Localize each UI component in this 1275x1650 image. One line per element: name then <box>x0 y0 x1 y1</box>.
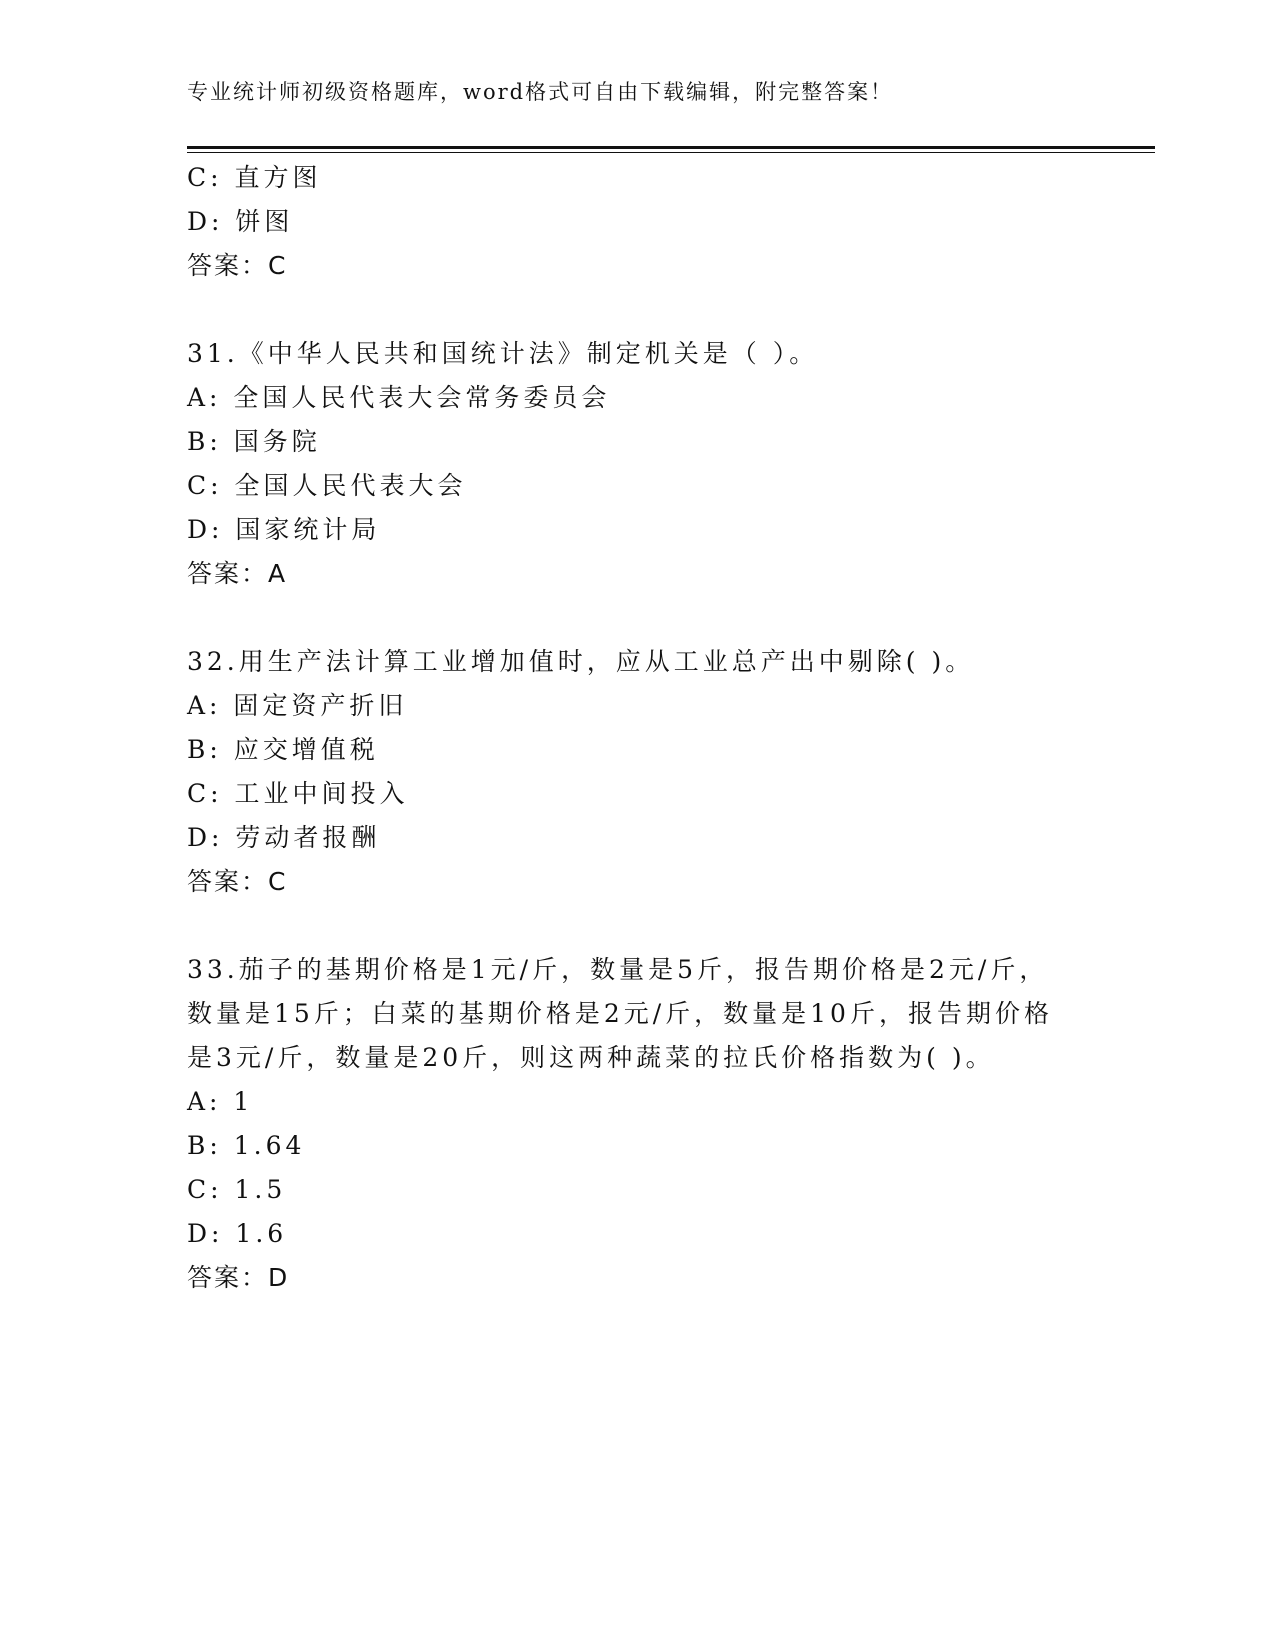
question-32-option-b: B: 应交增值税 <box>187 735 379 764</box>
header-rule-thin <box>187 152 1155 153</box>
option-c: C: 直方图 <box>187 163 322 192</box>
question-31-answer: 答案：A <box>187 559 288 588</box>
question-32-option-d: D: 劳动者报酬 <box>187 823 381 852</box>
question-33-stem-line-2: 数量是15斤；白菜的基期价格是2元/斤，数量是10斤，报告期价格 <box>187 999 1053 1028</box>
option-d: D: 饼图 <box>187 207 294 236</box>
question-33-stem-line-1: 33.茄子的基期价格是1元/斤，数量是5斤，报告期价格是2元/斤， <box>187 955 1049 984</box>
question-33-option-a: A: 1 <box>187 1087 254 1116</box>
question-31-option-c: C: 全国人民代表大会 <box>187 471 467 500</box>
question-31-stem: 31.《中华人民共和国统计法》制定机关是（ ）。 <box>187 339 819 368</box>
question-33-stem-line-3: 是3元/斤，数量是20斤，则这两种蔬菜的拉氏价格指数为( )。 <box>187 1043 995 1072</box>
question-32-answer: 答案：C <box>187 867 288 896</box>
question-32-option-c: C: 工业中间投入 <box>187 779 409 808</box>
question-31-option-a: A: 全国人民代表大会常务委员会 <box>187 383 611 412</box>
question-31-option-b: B: 国务院 <box>187 427 321 456</box>
page-header: 专业统计师初级资格题库，word格式可自由下载编辑，附完整答案！ <box>187 80 894 104</box>
question-33-option-d: D: 1.6 <box>187 1219 288 1248</box>
question-32-stem: 32.用生产法计算工业增加值时，应从工业总产出中剔除( )。 <box>187 647 975 676</box>
question-33-option-b: B: 1.64 <box>187 1131 306 1160</box>
question-31-option-d: D: 国家统计局 <box>187 515 381 544</box>
header-rule-thick <box>187 146 1155 149</box>
question-32-option-a: A: 固定资产折旧 <box>187 691 408 720</box>
question-33-option-c: C: 1.5 <box>187 1175 287 1204</box>
question-33-answer: 答案：D <box>187 1263 290 1292</box>
answer-line: 答案：C <box>187 251 288 280</box>
